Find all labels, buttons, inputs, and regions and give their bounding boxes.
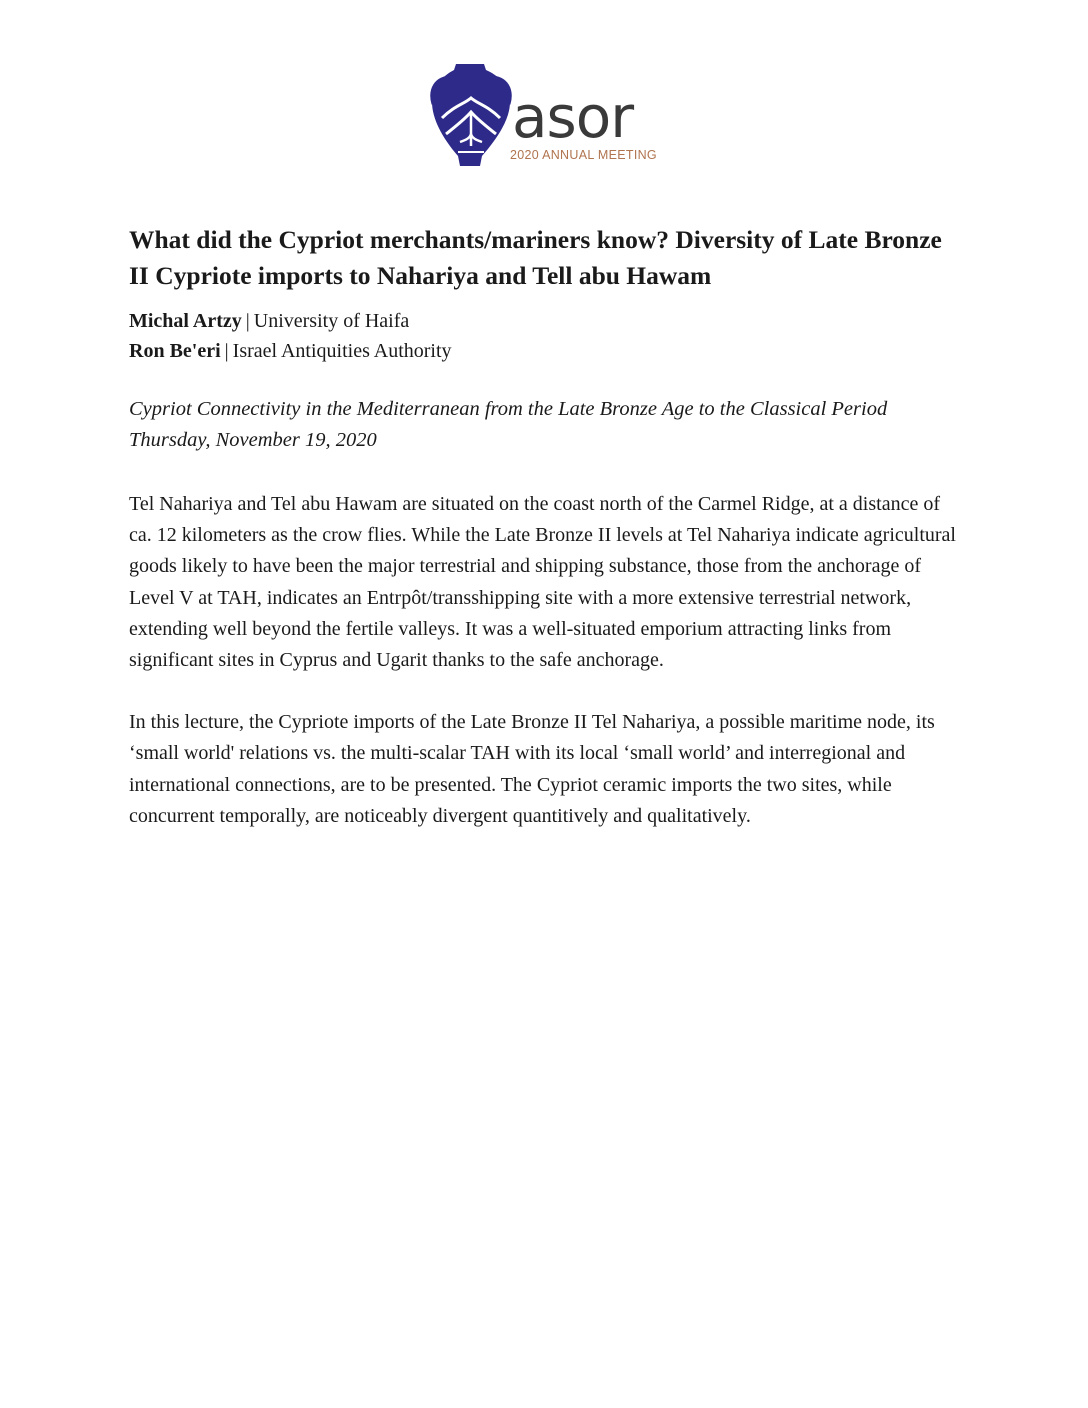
asor-logo — [430, 60, 660, 172]
abstract-paragraph: In this lecture, the Cypriote imports of the Late Bronze II Tel Nahariya, a possible maritime node, its ‘small world' relations vs. the multi-scalar TAH with its local ‘small world’ and interregional and international connections, are to be presented. The Cypriot ceramic imports the two sites, while concurrent temporally, are noticeably divergent quantitively and qualitatively. — [129, 711, 935, 827]
author-name: Ron Be'eri — [129, 340, 221, 362]
abstract-content — [129, 222, 959, 832]
author-entry — [129, 306, 959, 336]
author-name: Michal Artzy — [129, 310, 242, 332]
session-name: Cypriot Connectivity in the Mediterranean from the Late Bronze Age to the Classical Period — [129, 398, 888, 420]
asor-wordmark: asor — [512, 83, 634, 151]
author-separator: | — [245, 310, 250, 332]
session-date: Thursday, November 19, 2020 — [129, 429, 377, 451]
annual-meeting-subtitle: 2020 ANNUAL MEETING — [510, 148, 657, 162]
session-info — [129, 394, 959, 456]
author-affiliation: University of Haifa — [253, 310, 410, 332]
abstract-body — [129, 489, 959, 832]
abstract-paragraph: Tel Nahariya and Tel abu Hawam are situated on the coast north of the Carmel Ridge, at a distance of ca. 12 kilometers as the crow flies. While the Late Bronze II levels at Tel Nahariya indicate agricultural goods likely to have been the major terrestrial and shipping substance, those from the anchorage of Level V at TAH, indicates an Entrpôt/transshipping site with a more extensive terrestrial network, extending well beyond the fertile valleys. It was a well-situated emporium attracting links from significant sites in Cyprus and Ugarit thanks to the safe anchorage. — [129, 493, 956, 672]
paper-title: What did the Cypriot merchants/mariners know? Diversity of Late Bronze II Cypriote imports to Nahariya and Tell abu Hawam — [129, 225, 942, 290]
author-entry — [129, 336, 959, 366]
author-list — [129, 306, 959, 366]
amphora-vase-icon — [430, 60, 514, 168]
author-separator: | — [224, 340, 229, 362]
author-affiliation: Israel Antiquities Authority — [232, 340, 452, 362]
